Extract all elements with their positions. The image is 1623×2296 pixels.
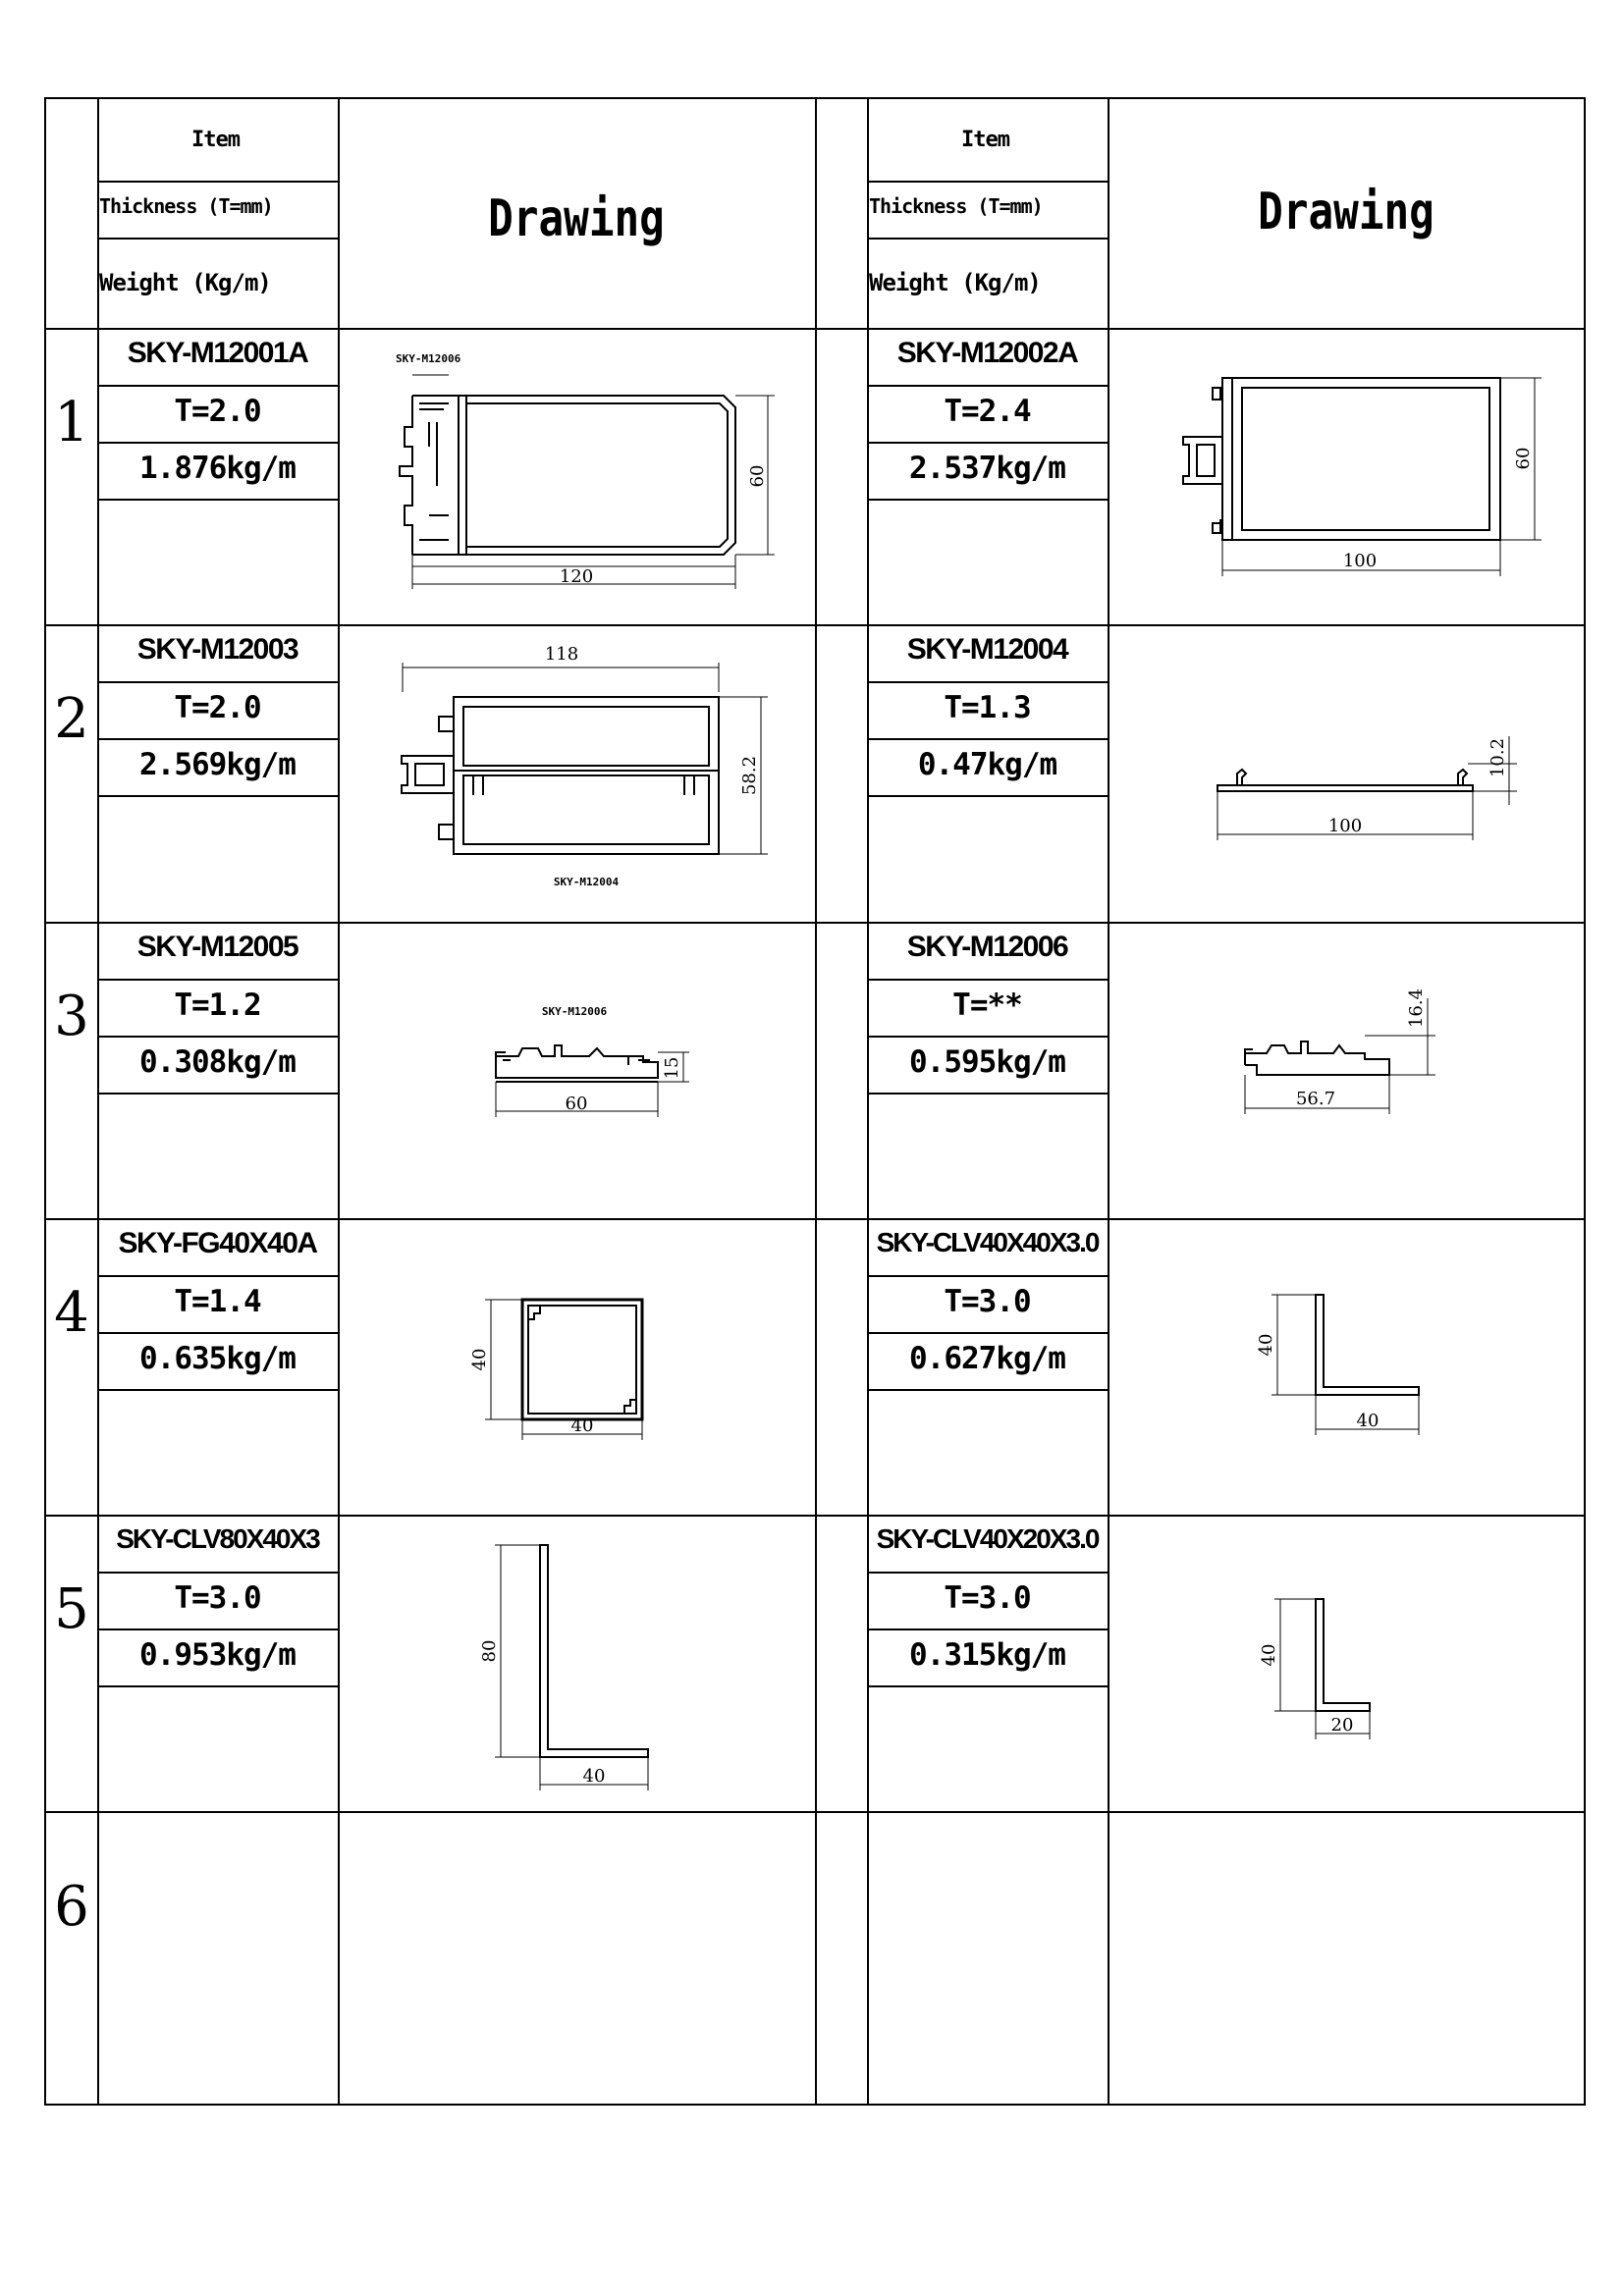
header-drawing: Drawing bbox=[488, 189, 665, 248]
svg-text:SKY-M12006: SKY-M12006 bbox=[541, 1005, 608, 1018]
svg-text:40: 40 bbox=[1259, 1643, 1279, 1667]
row-number: 5 bbox=[54, 1577, 89, 1641]
profile-drawing bbox=[1222, 1281, 1448, 1443]
item-code: SKY-CLV40X20X3.0 bbox=[876, 1523, 1099, 1554]
header-item: Item bbox=[191, 128, 240, 152]
svg-text:58.2: 58.2 bbox=[739, 755, 760, 796]
profile-drawing bbox=[1217, 977, 1473, 1124]
grid-line bbox=[815, 99, 817, 2104]
weight-value: 0.953kg/m bbox=[139, 1637, 296, 1673]
header-item: Item bbox=[961, 128, 1009, 152]
profile-drawing bbox=[390, 638, 802, 893]
svg-text:60: 60 bbox=[1513, 447, 1534, 470]
thickness-value: T=3.0 bbox=[174, 1580, 261, 1616]
weight-value: 0.47kg/m bbox=[917, 747, 1057, 782]
profile-drawing bbox=[390, 348, 802, 604]
item-code: SKY-CLV80X40X3 bbox=[116, 1523, 319, 1554]
thickness-value: T=1.4 bbox=[174, 1284, 261, 1319]
weight-value: 0.635kg/m bbox=[139, 1341, 296, 1376]
row-number: 6 bbox=[54, 1875, 89, 1939]
weight-value: 1.876kg/m bbox=[139, 451, 296, 486]
weight-value: 0.308kg/m bbox=[139, 1044, 296, 1080]
grid-line bbox=[46, 1811, 1584, 1813]
svg-text:40: 40 bbox=[582, 1766, 606, 1787]
item-code: SKY-M12003 bbox=[136, 633, 298, 666]
grid-line bbox=[46, 922, 1584, 924]
weight-value: 0.595kg/m bbox=[909, 1044, 1065, 1080]
item-code: SKY-M12004 bbox=[906, 633, 1068, 666]
svg-text:100: 100 bbox=[1327, 816, 1363, 836]
item-code: SKY-M12005 bbox=[136, 931, 298, 963]
row-number: 2 bbox=[54, 687, 89, 751]
profile-drawing bbox=[452, 1286, 668, 1443]
svg-text:SKY-M12006: SKY-M12006 bbox=[396, 352, 461, 365]
svg-text:16.4: 16.4 bbox=[1406, 988, 1427, 1029]
header-thickness: Thickness (T=mm) bbox=[99, 194, 273, 218]
item-code: SKY-CLV40X40X3.0 bbox=[876, 1227, 1099, 1257]
weight-value: 0.627kg/m bbox=[909, 1341, 1065, 1376]
row-number: 3 bbox=[54, 985, 89, 1048]
item-code: SKY-M12001A bbox=[127, 337, 308, 369]
header-thickness: Thickness (T=mm) bbox=[869, 194, 1043, 218]
svg-text:120: 120 bbox=[559, 566, 594, 587]
svg-text:118: 118 bbox=[544, 644, 579, 665]
thickness-value: T=2.4 bbox=[944, 394, 1031, 429]
profile-drawing bbox=[461, 1531, 677, 1796]
thickness-value: T=2.0 bbox=[174, 690, 261, 725]
svg-text:60: 60 bbox=[565, 1094, 588, 1114]
profile-drawing bbox=[1247, 1585, 1424, 1747]
grid-line bbox=[46, 328, 1584, 330]
svg-text:SKY-M12004: SKY-M12004 bbox=[553, 876, 620, 888]
thickness-value: T=1.3 bbox=[944, 690, 1031, 725]
item-code: SKY-FG40X40A bbox=[118, 1227, 317, 1259]
thickness-value: T=3.0 bbox=[944, 1284, 1031, 1319]
thickness-value: T=** bbox=[952, 988, 1022, 1023]
profile-drawing bbox=[461, 1001, 717, 1134]
thickness-value: T=1.2 bbox=[174, 988, 261, 1023]
svg-text:80: 80 bbox=[479, 1639, 500, 1663]
item-code: SKY-M12002A bbox=[896, 337, 1078, 369]
row-number: 1 bbox=[54, 391, 89, 454]
grid-line bbox=[46, 624, 1584, 626]
grid-line bbox=[1108, 99, 1109, 2104]
svg-text:40: 40 bbox=[1256, 1333, 1276, 1357]
svg-text:40: 40 bbox=[469, 1348, 490, 1371]
svg-text:56.7: 56.7 bbox=[1295, 1089, 1336, 1109]
weight-value: 2.537kg/m bbox=[909, 451, 1065, 486]
grid-line bbox=[46, 1515, 1584, 1517]
item-code: SKY-M12006 bbox=[906, 931, 1068, 963]
grid-line bbox=[338, 99, 340, 2104]
header-weight: Weight (Kg/m) bbox=[869, 269, 1041, 296]
svg-text:10.2: 10.2 bbox=[1488, 737, 1508, 778]
svg-text:100: 100 bbox=[1342, 551, 1378, 571]
weight-value: 2.569kg/m bbox=[139, 747, 296, 782]
header-weight: Weight (Kg/m) bbox=[99, 269, 271, 296]
svg-text:60: 60 bbox=[747, 464, 768, 488]
grid-line bbox=[46, 1218, 1584, 1220]
row-number: 4 bbox=[54, 1281, 89, 1345]
weight-value: 0.315kg/m bbox=[909, 1637, 1065, 1673]
svg-text:20: 20 bbox=[1330, 1715, 1354, 1735]
thickness-value: T=2.0 bbox=[174, 394, 261, 429]
thickness-value: T=3.0 bbox=[944, 1580, 1031, 1616]
profile-drawing bbox=[1163, 358, 1556, 584]
svg-text:40: 40 bbox=[570, 1415, 594, 1436]
profile-drawing bbox=[1163, 707, 1556, 844]
svg-text:40: 40 bbox=[1356, 1411, 1380, 1431]
svg-text:15: 15 bbox=[662, 1056, 682, 1080]
header-drawing: Drawing bbox=[1258, 183, 1434, 241]
